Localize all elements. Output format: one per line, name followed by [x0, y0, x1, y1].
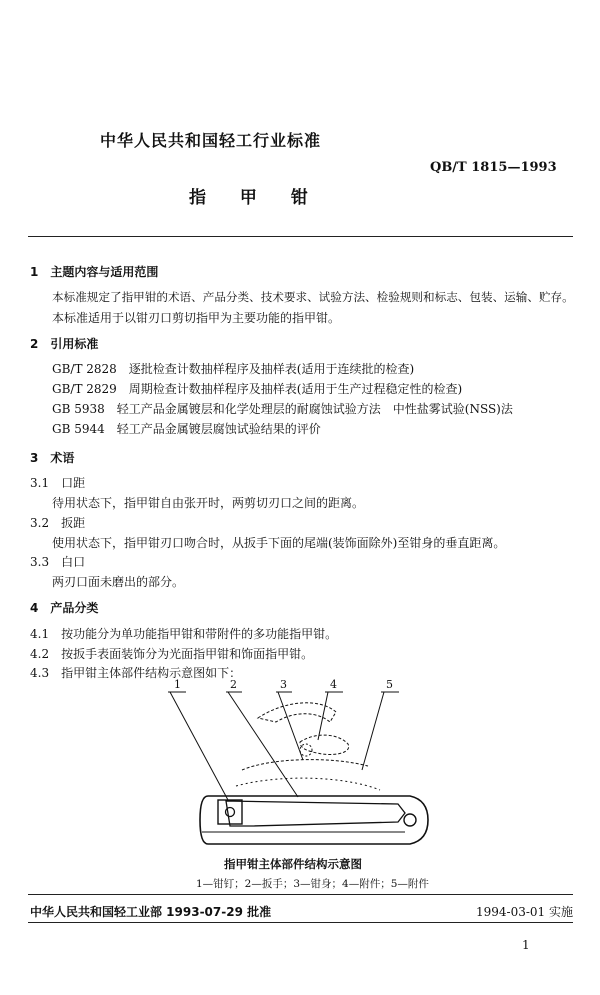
classification-4-1: 4.1 按功能分为单功能指甲钳和带附件的多功能指甲钳。 — [30, 627, 338, 641]
page-number: 1 — [522, 938, 530, 952]
figure-label-5: 5 — [386, 678, 393, 691]
term-3-3-heading: 3.3 白口 — [30, 555, 86, 569]
figure-legend: 1—钳钉；2—扳手；3—钳身；4—附件；5—附件 — [196, 878, 429, 890]
classification-4-2: 4.2 按扳手表面装饰分为光面指甲钳和饰面指甲钳。 — [30, 647, 314, 661]
figure-label-2: 2 — [230, 678, 237, 691]
standard-title: 中华人民共和国轻工行业标准 — [100, 131, 322, 150]
section-3-title: 3 术语 — [30, 451, 75, 465]
term-3-1-body: 待用状态下，指甲钳自由张开时，两剪切刃口之间的距离。 — [52, 496, 365, 510]
reference-item: GB 5944 轻工产品金属镀层腐蚀试验结果的评价 — [52, 422, 321, 436]
figure-label-3: 3 — [280, 678, 287, 691]
implementation-date: 1994-03-01 实施 — [476, 905, 574, 919]
section-2-title: 2 引用标准 — [30, 337, 99, 351]
term-3-2-heading: 3.2 扳距 — [30, 516, 86, 530]
document-title: 指 甲 钳 — [189, 188, 322, 208]
figure-label-4: 4 — [330, 678, 337, 691]
reference-item: GB 5938 轻工产品金属镀层和化学处理层的耐腐蚀试验方法 中性盐雾试验(NSS)法 — [52, 402, 513, 416]
section-1-title: 1 主题内容与适用范围 — [30, 265, 159, 279]
section-4-title: 4 产品分类 — [30, 601, 99, 615]
standard-code: QB/T 1815—1993 — [430, 160, 557, 175]
footer-rule — [28, 894, 573, 895]
header-rule — [28, 236, 573, 237]
figure-label-1: 1 — [174, 678, 181, 691]
section-1-line-1: 本标准规定了指甲钳的术语、产品分类、技术要求、试验方法、检验规则和标志、包装、运输、贮存。 — [52, 290, 574, 304]
nail-clipper-diagram — [0, 675, 600, 855]
footer-rule-bottom — [28, 922, 573, 923]
section-1-line-2: 本标准适用于以钳刃口剪切指甲为主要功能的指甲钳。 — [52, 311, 341, 325]
term-3-1-heading: 3.1 口距 — [30, 476, 86, 490]
reference-item: GB/T 2828 逐批检查计数抽样程序及抽样表(适用于连续批的检查) — [52, 362, 415, 376]
figure-caption: 指甲钳主体部件结构示意图 — [224, 857, 362, 871]
approval-statement: 中华人民共和国轻工业部 1993-07-29 批准 — [30, 905, 272, 919]
classification-4-3: 4.3 指甲钳主体部件结构示意图如下： — [30, 666, 242, 680]
reference-item: GB/T 2829 周期检查计数抽样程序及抽样表(适用于生产过程稳定性的检查) — [52, 382, 463, 396]
term-3-2-body: 使用状态下，指甲钳刃口吻合时，从扳手下面的尾端(装饰面除外)至钳身的垂直距离。 — [52, 536, 506, 550]
term-3-3-body: 两刃口面未磨出的部分。 — [52, 575, 185, 589]
